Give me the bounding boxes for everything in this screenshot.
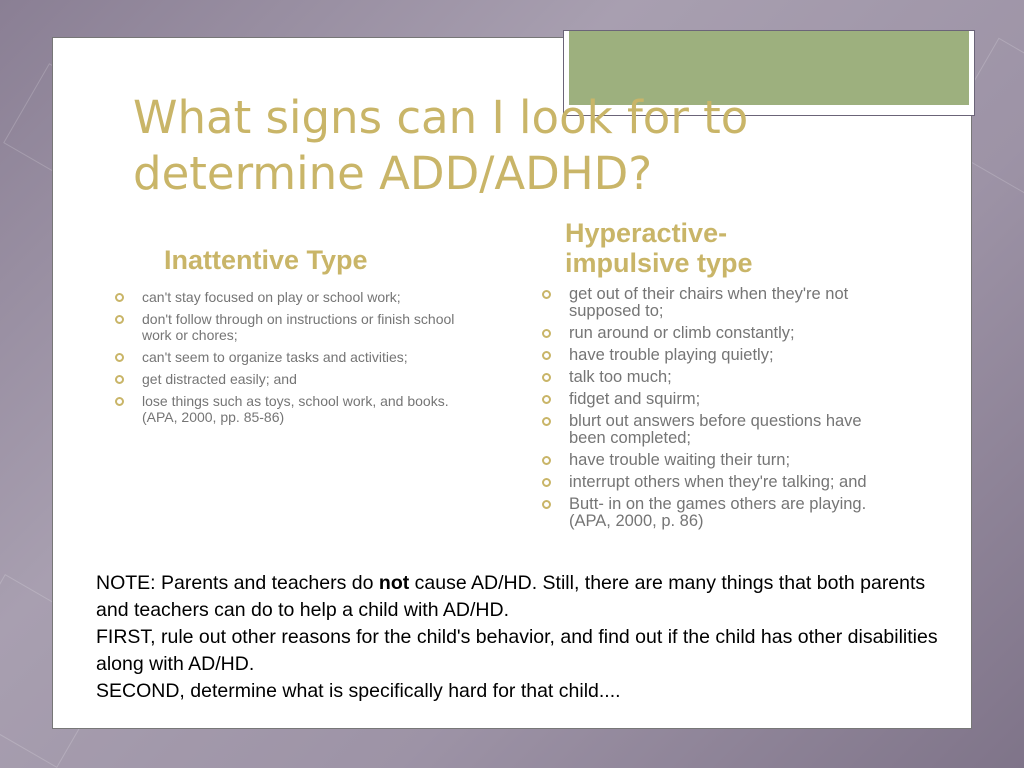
list-item [115, 349, 475, 365]
hyperactive-heading-line2: impulsive type [565, 248, 753, 278]
bullet-icon [115, 293, 124, 302]
note-text [96, 570, 956, 705]
bullet-icon [115, 315, 124, 324]
list-item-text: get out of their chairs when they're not supposed to; [569, 285, 849, 320]
list-item [115, 393, 475, 425]
bullet-icon [115, 397, 124, 406]
bullet-icon [542, 395, 551, 404]
note-bold-not: not [378, 572, 410, 594]
bullet-icon [542, 329, 551, 338]
note-paragraph-3: SECOND, determine what is specifically hard for that child.... [96, 680, 621, 702]
list-item-text: have trouble waiting their turn; [569, 451, 791, 469]
list-item-text: have trouble playing quietly; [569, 346, 774, 364]
note-paragraph-1 [96, 570, 956, 624]
list-item-text: can't stay focused on play or school work; [142, 289, 401, 305]
list-item-text: blurt out answers before questions have been completed; [569, 412, 862, 447]
bullet-icon [542, 290, 551, 299]
bullet-icon [542, 456, 551, 465]
note-text-1b: cause AD/HD. Still, there are many things that both parents and teachers can do to help a child with AD/HD. [96, 572, 926, 621]
hyperactive-heading-line1: Hyperactive- [565, 218, 728, 248]
bullet-icon [542, 478, 551, 487]
hyperactive-heading [565, 218, 753, 278]
list-item [542, 286, 887, 320]
bullet-icon [115, 375, 124, 384]
list-item [542, 452, 887, 469]
list-item [542, 325, 887, 342]
bullet-icon [115, 353, 124, 362]
list-item-text: don't follow through on instructions or finish school work or chores; [142, 311, 455, 343]
list-item-text: interrupt others when they're talking; and [569, 473, 867, 491]
inattentive-heading: Inattentive Type [164, 245, 368, 275]
list-item [542, 474, 887, 491]
bullet-icon [542, 417, 551, 426]
list-item [115, 311, 475, 343]
note-text-1a: NOTE: Parents and teachers do [96, 572, 379, 594]
slide-title: What signs can I look for to determine ADD/ADHD? [133, 91, 749, 200]
list-item-text: Butt- in on the games others are playing. (APA, 2000, p. 86) [569, 495, 867, 530]
list-item-text: talk too much; [569, 368, 672, 386]
note-paragraph-2: FIRST, rule out other reasons for the child's behavior, and find out if the child has other disabilities along with AD/HD. [96, 626, 938, 675]
bullet-icon [542, 500, 551, 509]
bullet-icon [542, 351, 551, 360]
list-item [542, 347, 887, 364]
bullet-icon [542, 373, 551, 382]
list-item [115, 289, 475, 305]
list-item [542, 496, 887, 530]
list-item [115, 371, 475, 387]
list-item [542, 391, 887, 408]
list-item-text: can't seem to organize tasks and activities; [142, 349, 408, 365]
list-item-text: get distracted easily; and [142, 371, 297, 387]
list-item [542, 413, 887, 447]
list-item-text: run around or climb constantly; [569, 324, 795, 342]
list-item [542, 369, 887, 386]
hyperactive-list [542, 286, 887, 535]
inattentive-list [115, 289, 475, 431]
list-item-text: lose things such as toys, school work, and books. (APA, 2000, pp. 85-86) [142, 393, 449, 425]
list-item-text: fidget and squirm; [569, 390, 701, 408]
